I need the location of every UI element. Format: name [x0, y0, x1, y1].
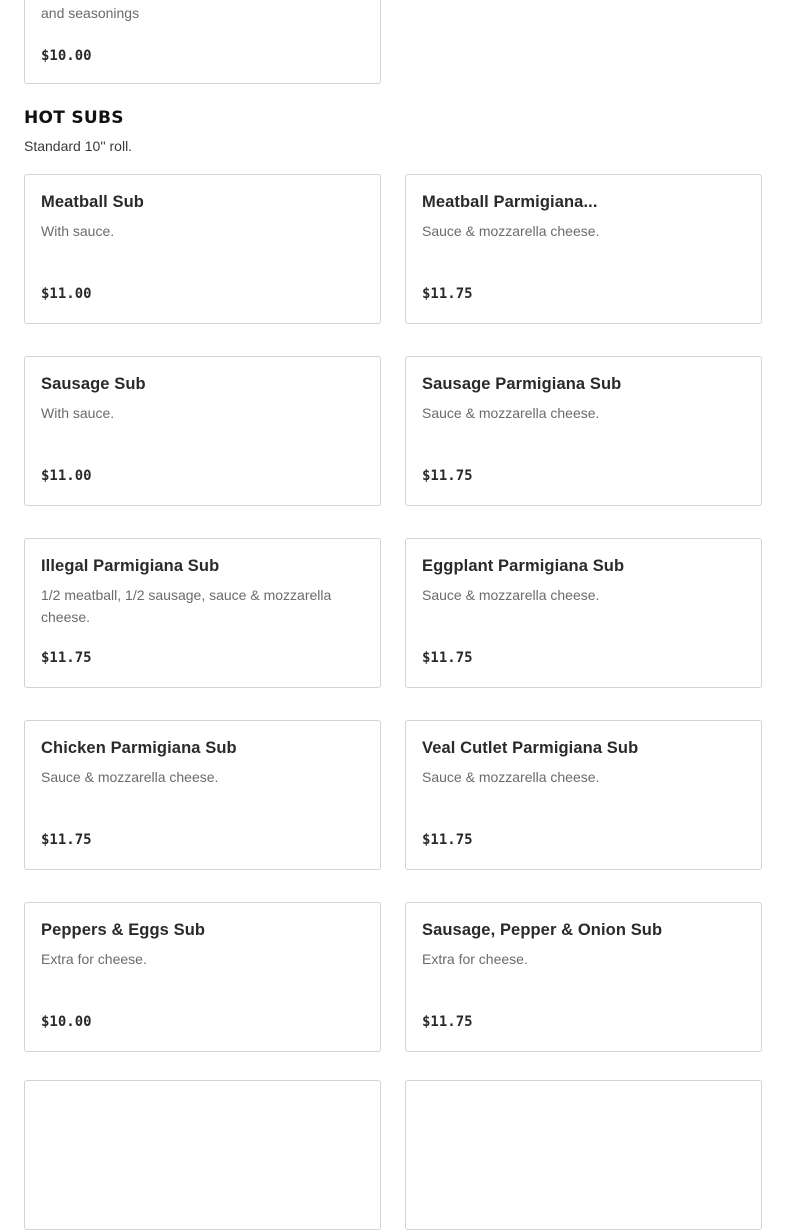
item-description: Sauce & mozzarella cheese. — [422, 587, 600, 603]
item-description: With sauce. — [41, 223, 115, 239]
item-description: and seasonings — [41, 5, 140, 21]
section-subtitle: Standard 10'' roll. — [24, 138, 133, 154]
menu-item-card-meatball-parmigiana[interactable] — [405, 174, 762, 324]
item-price: $11.75 — [422, 1014, 473, 1030]
item-description: Sauce & mozzarella cheese. — [422, 769, 600, 785]
item-name: Chicken Parmigiana Sub — [41, 739, 237, 757]
item-name: Sausage Sub — [41, 375, 146, 393]
menu-item-card-peppers-eggs[interactable] — [24, 902, 381, 1052]
menu-item-card-meatball-sub[interactable] — [24, 174, 381, 324]
item-price: $11.75 — [41, 832, 92, 848]
item-price: $10.00 — [41, 1014, 92, 1030]
item-price: $11.75 — [422, 468, 473, 484]
item-description: Sauce & mozzarella cheese. — [422, 223, 600, 239]
menu-item-card[interactable] — [24, 0, 381, 84]
item-description: Sauce & mozzarella cheese. — [422, 405, 600, 421]
item-name: Eggplant Parmigiana Sub — [422, 557, 625, 575]
item-name: Meatball Sub — [41, 193, 144, 211]
menu-item-card-veal-cutlet-parmigiana[interactable] — [405, 720, 762, 870]
item-name: Meatball Parmigiana... — [422, 193, 598, 211]
item-name: Illegal Parmigiana Sub — [41, 557, 220, 575]
menu-item-card-chicken-parmigiana[interactable] — [24, 720, 381, 870]
item-price: $11.00 — [41, 286, 92, 302]
menu-item-card-sausage-sub[interactable] — [24, 356, 381, 506]
item-name: Sausage Parmigiana Sub — [422, 375, 622, 393]
item-name: Sausage, Pepper & Onion Sub — [422, 921, 663, 939]
item-price: $11.00 — [41, 468, 92, 484]
menu-item-card[interactable] — [405, 1080, 762, 1230]
menu-item-card-sausage-parmigiana[interactable] — [405, 356, 762, 506]
item-price: $10.00 — [41, 48, 92, 64]
menu-item-card-illegal-parmigiana[interactable] — [24, 538, 381, 688]
menu-item-card-eggplant-parmigiana[interactable] — [405, 538, 762, 688]
item-name: Veal Cutlet Parmigiana Sub — [422, 739, 639, 757]
item-name: Peppers & Eggs Sub — [41, 921, 206, 939]
item-description: 1/2 meatball, 1/2 sausage, sauce & mozzarella cheese. — [41, 587, 332, 625]
item-price: $11.75 — [422, 832, 473, 848]
item-price: $11.75 — [422, 650, 473, 666]
item-description: Extra for cheese. — [422, 951, 528, 967]
item-description: With sauce. — [41, 405, 115, 421]
menu-item-card-sausage-pepper-onion[interactable] — [405, 902, 762, 1052]
menu-item-card[interactable] — [24, 1080, 381, 1230]
item-price: $11.75 — [422, 286, 473, 302]
section-title: HOT SUBS — [24, 108, 124, 128]
item-description: Extra for cheese. — [41, 951, 147, 967]
item-price: $11.75 — [41, 650, 92, 666]
item-description: Sauce & mozzarella cheese. — [41, 769, 219, 785]
